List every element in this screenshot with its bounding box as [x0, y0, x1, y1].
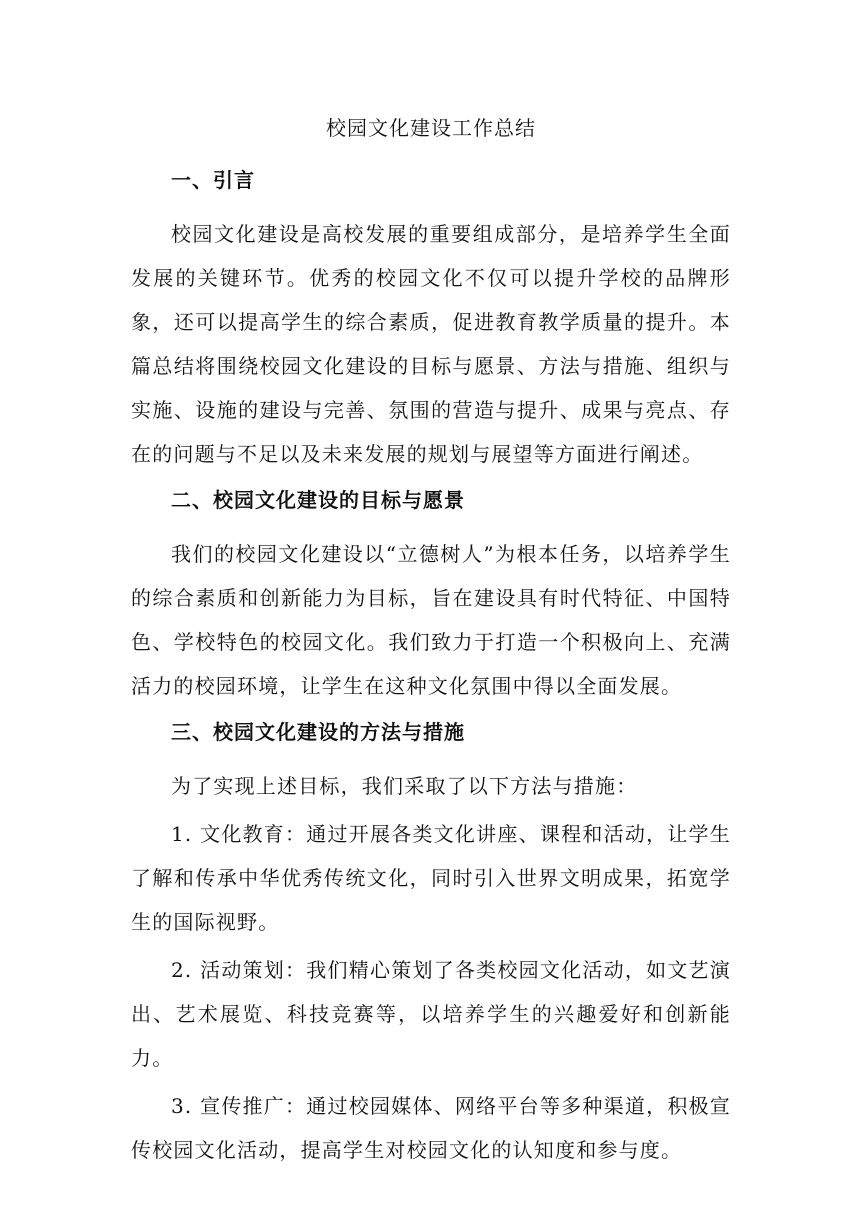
section-heading-methods: 三、校园文化建设的方法与措施 — [171, 720, 465, 744]
paragraph-intro: 校园文化建设是高校发展的重要组成部分，是培养学生全面发展的关键环节。优秀的校园文化不仅可以提升学校的品牌形象，还可以提高学生的综合素质，促进教育教学质量的提升。本篇总结将围绕校园文化建设的目标与愿景、方法与措施、组织与实施、设施的建设与完善、氛围的营造与提升、成果与亮点、存在的问题与不足以及未来发展的规划与展望等方面进行阐述。 — [131, 222, 731, 466]
list-item-promotion: 3. 宣传推广：通过校园媒体、网络平台等多种渠道，积极宣传校园文化活动，提高学生对校园文化的认知度和参与度。 — [131, 1094, 731, 1162]
document-title: 校园文化建设工作总结 — [326, 116, 536, 140]
paragraph-methods-intro: 为了实现上述目标，我们采取了以下方法与措施： — [171, 774, 638, 798]
list-item-activity-planning: 2. 活动策划：我们精心策划了各类校园文化活动，如文艺演出、艺术展览、科技竞赛等，以培养学生的兴趣爱好和创新能力。 — [131, 958, 731, 1070]
paragraph-goals: 我们的校园文化建设以“立德树人”为根本任务，以培养学生的综合素质和创新能力为目标，旨在建设具有时代特征、中国特色、学校特色的校园文化。我们致力于打造一个积极向上、充满活力的校园环境，让学生在这种文化氛围中得以全面发展。 — [131, 542, 731, 698]
section-heading-goals: 二、校园文化建设的目标与愿景 — [171, 488, 465, 512]
section-heading-intro: 一、引言 — [171, 168, 255, 192]
list-item-cultural-education: 1. 文化教育：通过开展各类文化讲座、课程和活动，让学生了解和传承中华优秀传统文化，同时引入世界文明成果，拓宽学生的国际视野。 — [131, 822, 731, 934]
document-body — [131, 108, 731, 1176]
